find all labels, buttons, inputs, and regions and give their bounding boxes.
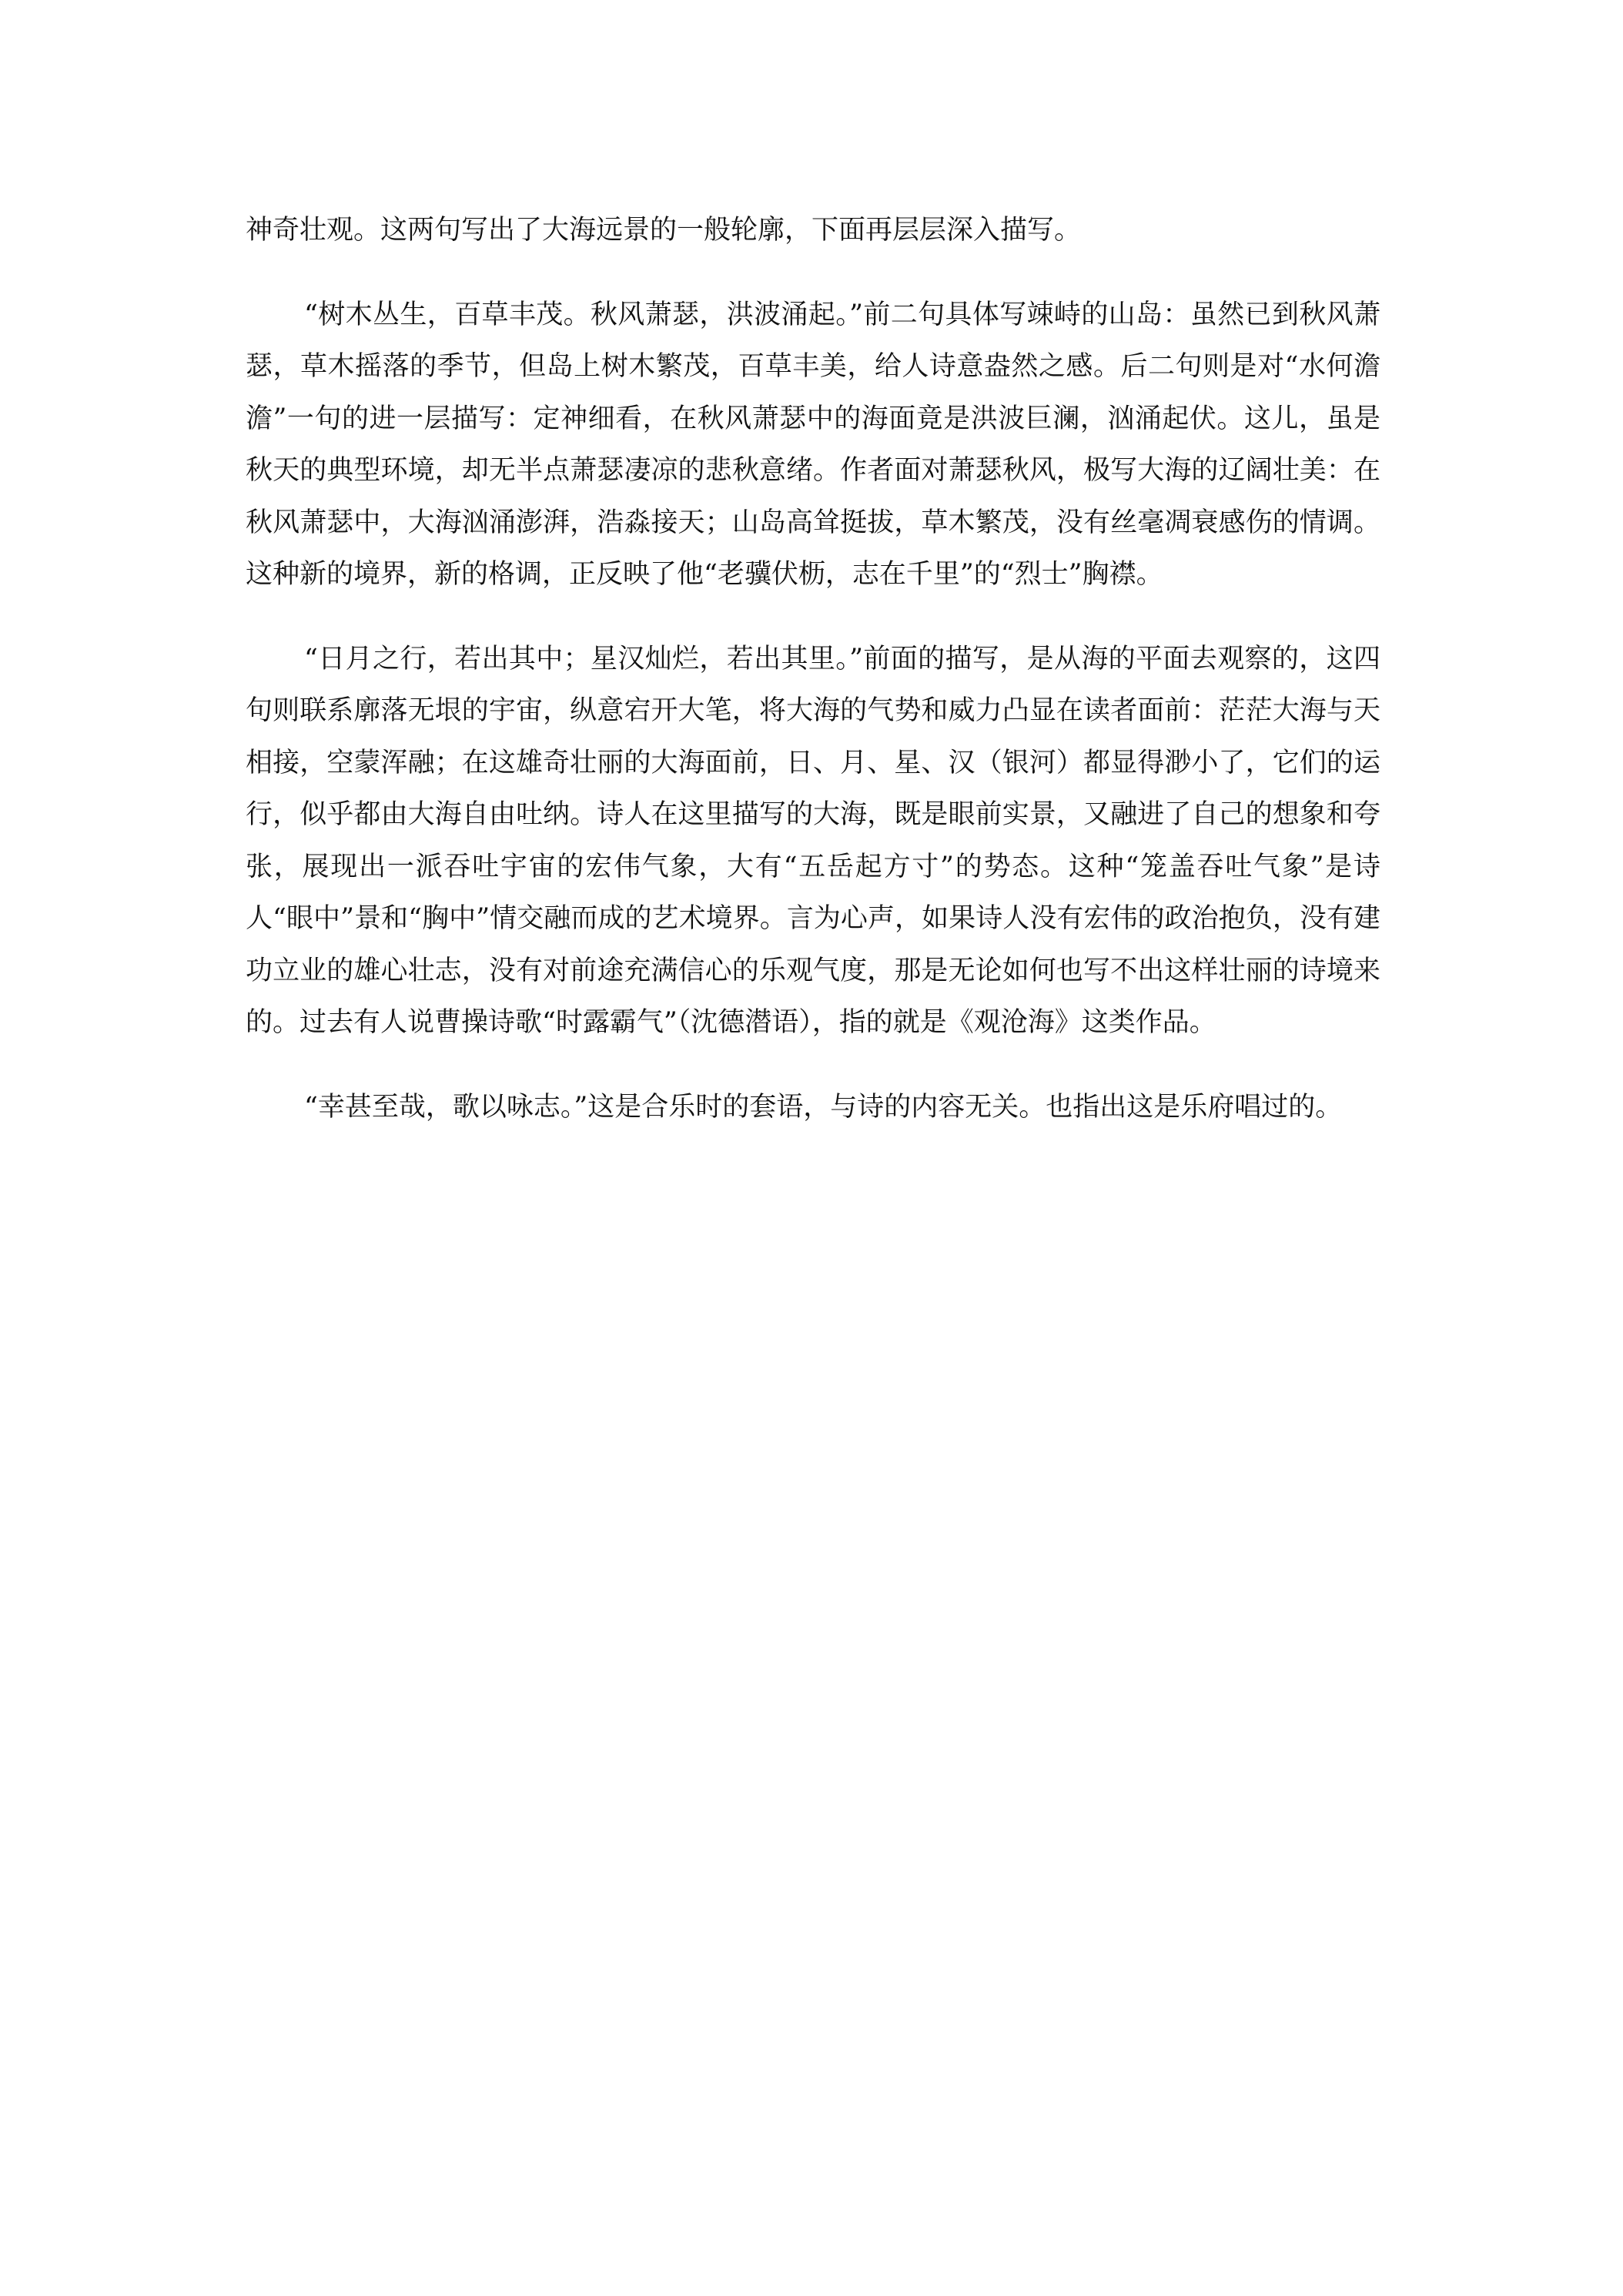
paragraph-sun-and-moon: “日月之行，若出其中；星汉灿烂，若出其里。”前面的描写，是从海的平面去观察的，这四句则联系廓落无垠的宇宙，纵意宕开大笔，将大海的气势和威力凸显在读者面前：茫茫大海与天相接，空蒙浑融；在这雄奇壮丽的大海面前，日、月、星、汉（银河）都显得渺小了，它们的运行，似乎都由大海自由吐纳。诗人在这里描写的大海，既是眼前实景，又融进了自己的想象和夸张，展现出一派吞吐宇宙的宏伟气象，大有“五岳起方寸”的势态。这种“笼盖吞吐气象”是诗人“眼中”景和“胸中”情交融而成的艺术境界。言为心声，如果诗人没有宏伟的政治抱负，没有建功立业的雄心壮志，没有对前途充满信心的乐观气度，那是无论如何也写不出这样壮丽的诗境来的。过去有人说曹操诗歌“时露霸气”（沈德潜语），指的就是《观沧海》这类作品。 [246,643,1380,1038]
document-body [246,205,1380,1133]
paragraph-closing-refrain: “幸甚至哉，歌以咏志。”这是合乐时的套语，与诗的内容无关。也指出这是乐府唱过的。 [304,1091,1343,1123]
paragraph-continuation: 神奇壮观。这两句写出了大海远景的一般轮廓，下面再层层深入描写。 [246,215,1082,246]
paragraph-trees-and-waves: “树木丛生，百草丰茂。秋风萧瑟，洪波涌起。”前二句具体写竦峙的山岛：虽然已到秋风萧瑟，草木摇落的季节，但岛上树木繁茂，百草丰美，给人诗意盎然之感。后二句则是对“水何澹澹”一句的进一层描写：定神细看，在秋风萧瑟中的海面竟是洪波巨澜，汹涌起伏。这儿，虽是秋天的典型环境，却无半点萧瑟凄凉的悲秋意绪。作者面对萧瑟秋风，极写大海的辽阔壮美：在秋风萧瑟中，大海汹涌澎湃，浩淼接天；山岛高耸挺拔，草木繁茂，没有丝毫凋衰感伤的情调。这种新的境界，新的格调，正反映了他“老骥伏枥，志在千里”的“烈士”胸襟。 [246,299,1380,590]
